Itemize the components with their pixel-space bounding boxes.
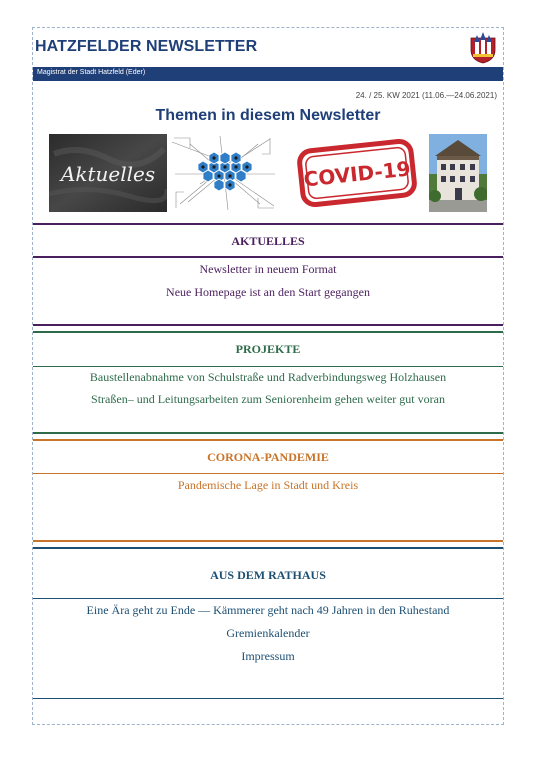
- corona-item-pandemische-lage[interactable]: Pandemische Lage in Stadt und Kreis: [177, 478, 359, 492]
- topics-heading: Themen in diesem Newsletter: [155, 107, 381, 124]
- aktuelles-mid-rule: [33, 256, 503, 258]
- corona-top-rule: [33, 439, 503, 441]
- chalkboard-image: [49, 134, 167, 212]
- projekte-bottom-rule: [33, 432, 503, 434]
- corona-heading: CORONA-PANDEMIE: [207, 450, 329, 464]
- town-hall-photo: [429, 134, 487, 212]
- aktuelles-item-newsletter[interactable]: Newsletter in neuem Format: [199, 262, 337, 276]
- rathaus-item-kaemmerer[interactable]: Eine Ära geht zu Ende — Kämmerer geht nach 49 Jahren in den Ruhestand: [86, 603, 450, 617]
- aktuelles-image: [49, 134, 167, 212]
- newsletter-page: [32, 27, 504, 725]
- aktuelles-item-homepage[interactable]: Neue Homepage ist an den Start gegangen: [166, 285, 370, 299]
- covid-stamp-text: COVID-19: [302, 156, 412, 192]
- rathaus-top-rule: [33, 547, 503, 549]
- corona-bottom-rule: [33, 540, 503, 542]
- projekte-top-rule: [33, 331, 503, 333]
- projekte-mid-rule: [33, 366, 503, 367]
- aktuelles-top-rule: [33, 223, 503, 225]
- covid-image: [295, 134, 419, 212]
- rathaus-mid-rule: [33, 598, 503, 599]
- corona-mid-rule: [33, 473, 503, 474]
- rathaus-item-impressum[interactable]: Impressum: [241, 649, 295, 663]
- projekte-item-seniorenheim[interactable]: Straßen– und Leitungsarbeiten zum Seniorenheim gehen weiter gut voran: [91, 392, 445, 406]
- aktuelles-bottom-rule: [33, 324, 503, 326]
- rathaus-bottom-rule: [33, 698, 503, 699]
- header-subtitle: Magistrat der Stadt Hatzfeld (Eder): [37, 69, 146, 76]
- header-bar: [33, 67, 503, 81]
- rathaus-item-gremienkalender[interactable]: Gremienkalender: [226, 626, 310, 640]
- aktuelles-heading: AKTUELLES: [231, 234, 305, 248]
- newsletter-title: HATZFELDER NEWSLETTER: [35, 38, 258, 55]
- projekte-heading: PROJEKTE: [235, 342, 301, 356]
- projekte-item-baustellenabnahme[interactable]: Baustellenabnahme von Schulstraße und Radverbindungsweg Holzhausen: [89, 370, 447, 384]
- city-crest-icon: [469, 32, 497, 64]
- covid-stamp-image: [295, 134, 419, 212]
- chalkboard-text: Aktuelles: [60, 162, 156, 186]
- hexagon-network-image: [170, 134, 278, 212]
- projects-image: [170, 134, 278, 212]
- issue-date: 24. / 25. KW 2021 (11.06.—24.06.2021): [355, 91, 497, 100]
- rathaus-heading: AUS DEM RATHAUS: [210, 568, 326, 582]
- rathaus-image: [429, 134, 487, 212]
